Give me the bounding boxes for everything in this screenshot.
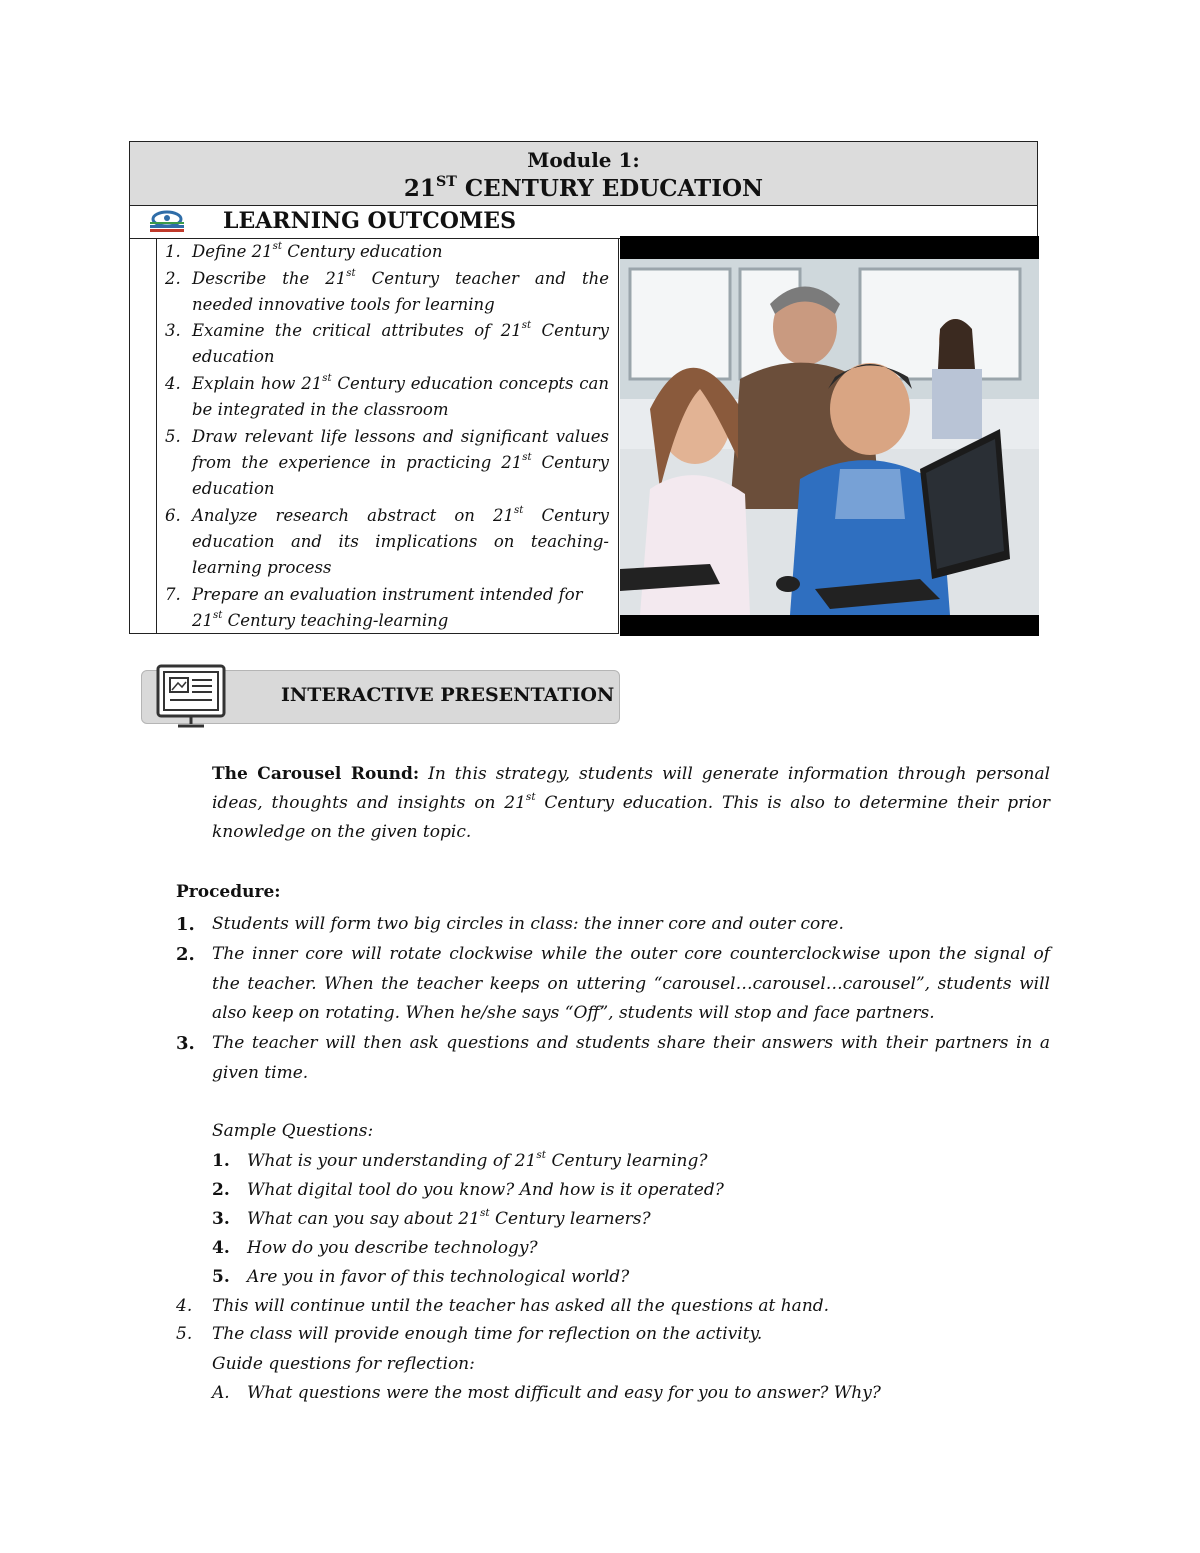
procedure-step bbox=[176, 910, 1050, 940]
module-title-rest: CENTURY EDUCATION bbox=[456, 175, 764, 202]
outcome-text: Century education bbox=[192, 453, 610, 498]
outcome-number: 7. bbox=[165, 585, 181, 604]
outcome-sup: st bbox=[346, 268, 356, 280]
outcome-text: Prepare an evaluation instrument intended for 21 bbox=[192, 585, 583, 630]
outcome-text: Century education concepts can be integrated in the classroom bbox=[192, 374, 609, 419]
carousel-paragraph bbox=[212, 760, 1050, 847]
step-text: Students will form two big circles in class: the inner core and outer core. bbox=[212, 914, 844, 934]
question-text: Century learning? bbox=[546, 1151, 708, 1171]
sample-question bbox=[212, 1234, 1032, 1262]
outcome-item bbox=[165, 582, 609, 634]
question-text: What digital tool do you know? And how is it operated? bbox=[247, 1180, 724, 1200]
classroom-photo-illustration bbox=[620, 259, 1039, 615]
step-text: This will continue until the teacher has asked all the questions at hand. bbox=[212, 1296, 830, 1316]
outcome-number: 2. bbox=[165, 269, 181, 288]
learning-outcomes-icon bbox=[144, 208, 190, 234]
question-text: How do you describe technology? bbox=[247, 1238, 538, 1258]
outcomes-divider bbox=[156, 238, 157, 633]
sample-question bbox=[212, 1176, 1032, 1204]
guide-question bbox=[212, 1379, 1032, 1407]
outcome-text: Century teaching-learning bbox=[222, 611, 449, 630]
learning-outcomes-header bbox=[129, 205, 1038, 239]
outcome-sup: st bbox=[213, 610, 223, 622]
sample-question bbox=[212, 1263, 1032, 1291]
outcome-text: Define 21 bbox=[192, 242, 273, 261]
carousel-text: In this strategy, students will generate information through personal ideas, thoughts and insights on 21 bbox=[212, 764, 1051, 813]
sample-question bbox=[212, 1205, 1032, 1233]
procedure-heading: Procedure: bbox=[176, 882, 281, 902]
procedure-step bbox=[176, 1029, 1050, 1088]
sample-question bbox=[212, 1147, 1032, 1175]
question-text: Century learners? bbox=[489, 1209, 651, 1229]
outcome-number: 1. bbox=[165, 242, 181, 261]
question-number: 1. bbox=[212, 1151, 230, 1171]
step-number: 2. bbox=[176, 944, 195, 965]
outcome-item bbox=[165, 239, 609, 265]
outcome-text: Analyze research abstract on 21 bbox=[192, 506, 515, 525]
outcome-sup: st bbox=[272, 241, 282, 253]
outcomes-divider bbox=[618, 238, 619, 633]
outcome-number: 5. bbox=[165, 427, 181, 446]
outcome-text: Explain how 21 bbox=[192, 374, 323, 393]
guide-text: What questions were the most difficult and easy for you to answer? Why? bbox=[247, 1383, 881, 1403]
module-header bbox=[129, 141, 1038, 206]
presentation-monitor-icon bbox=[150, 660, 232, 732]
outcome-text: Century education bbox=[282, 242, 443, 261]
outcome-item bbox=[165, 371, 609, 423]
module-label: Module 1: bbox=[527, 148, 640, 172]
question-number: 5. bbox=[212, 1267, 230, 1287]
carousel-sup: st bbox=[525, 791, 536, 804]
outcome-sup: st bbox=[322, 373, 332, 385]
guide-letter: A. bbox=[212, 1383, 230, 1403]
step-number: 1. bbox=[176, 914, 195, 935]
carousel-text: Century education. This is also to determine their prior knowledge on the given topic. bbox=[212, 793, 1051, 842]
outcome-text: Examine the critical attributes of 21 bbox=[192, 321, 522, 340]
outcome-text: Describe the 21 bbox=[192, 269, 347, 288]
question-text: What is your understanding of 21 bbox=[247, 1151, 537, 1171]
classroom-photo bbox=[620, 236, 1039, 636]
learning-outcomes-title: LEARNING OUTCOMES bbox=[223, 208, 516, 234]
question-number: 3. bbox=[212, 1209, 230, 1229]
question-text: Are you in favor of this technological world? bbox=[247, 1267, 630, 1287]
step-text: The class will provide enough time for reflection on the activity. bbox=[212, 1324, 763, 1344]
outcome-text: Century education and its implications on teaching-learning process bbox=[192, 506, 609, 577]
outcome-text: Century teacher and the needed innovative tools for learning bbox=[192, 269, 610, 314]
step-text: The inner core will rotate clockwise while the outer core counterclockwise upon the signal of the teacher. When the teacher keeps on uttering “carousel…carousel…carousel”, students will also keep on rotating. When he/she says “Off”, students will stop and face partners. bbox=[212, 944, 1050, 1023]
outcome-text: Draw relevant life lessons and significant values from the experience in practicing 21 bbox=[192, 427, 609, 472]
question-sup: st bbox=[536, 1149, 547, 1162]
module-title bbox=[130, 175, 1037, 202]
outcome-sup: st bbox=[522, 452, 532, 464]
guide-questions-heading: Guide questions for reflection: bbox=[212, 1354, 475, 1374]
outcome-number: 6. bbox=[165, 506, 181, 525]
question-sup: st bbox=[479, 1207, 490, 1220]
outcome-number: 4. bbox=[165, 374, 181, 393]
question-number: 2. bbox=[212, 1180, 230, 1200]
step-text: The teacher will then ask questions and students share their answers with their partners in a given time. bbox=[212, 1033, 1050, 1083]
outcome-item bbox=[165, 318, 609, 370]
outcome-sup: st bbox=[514, 505, 524, 517]
step-number: 3. bbox=[176, 1033, 195, 1054]
procedure-step bbox=[176, 1320, 1050, 1350]
carousel-lead: The Carousel Round: bbox=[212, 764, 420, 784]
step-number: 5. bbox=[176, 1324, 193, 1344]
question-number: 4. bbox=[212, 1238, 230, 1258]
outcome-text: Century education bbox=[192, 321, 609, 366]
outcome-number: 3. bbox=[165, 321, 181, 340]
module-title-number: 21 bbox=[403, 175, 436, 202]
question-text: What can you say about 21 bbox=[247, 1209, 480, 1229]
outcome-item bbox=[165, 424, 609, 502]
procedure-step bbox=[176, 1292, 1050, 1322]
procedure-step bbox=[176, 940, 1050, 1029]
step-number: 4. bbox=[176, 1296, 193, 1316]
outcome-item bbox=[165, 266, 609, 318]
module-title-sup: ST bbox=[435, 173, 457, 190]
outcome-sup: st bbox=[521, 320, 532, 332]
sample-questions-heading: Sample Questions: bbox=[212, 1121, 374, 1141]
interactive-presentation-title: INTERACTIVE PRESENTATION bbox=[281, 684, 615, 706]
outcome-item bbox=[165, 503, 609, 581]
